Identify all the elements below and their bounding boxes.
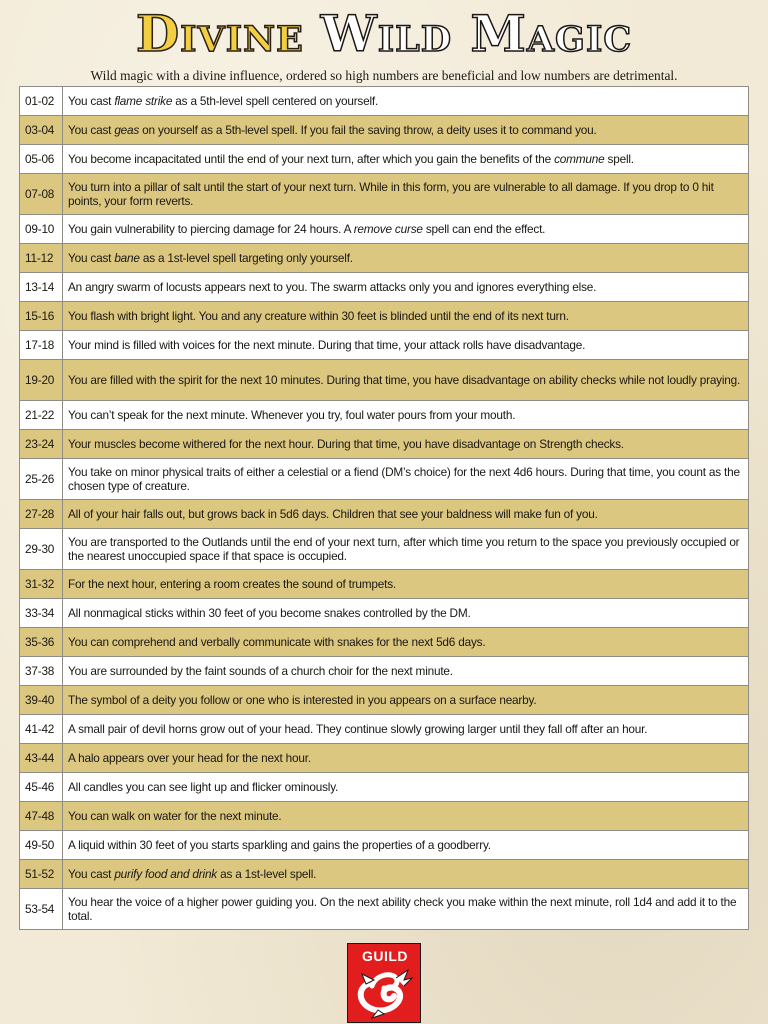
effect-text: All of your hair falls out, but grows back in 5d6 days. Children that see your baldness will make fun of you. [68,507,598,521]
roll-range: 09-10 [20,215,63,244]
effect-text: An angry swarm of locusts appears next to you. The swarm attacks only you and ignores everything else. [68,280,597,294]
roll-range: 31-32 [20,570,63,599]
table-row [20,628,749,657]
table-row [20,686,749,715]
table-row [20,599,749,628]
table-row [20,889,749,930]
page-title [0,2,768,66]
table-row [20,715,749,744]
effect-text: You can comprehend and verbally communicate with snakes for the next 5d6 days. [68,635,486,649]
roll-range: 07-08 [20,174,63,215]
effect-description [63,459,749,500]
roll-range: 53-54 [20,889,63,930]
roll-range: 45-46 [20,773,63,802]
effect-description [63,831,749,860]
effect-text: A liquid within 30 feet of you starts sparkling and gains the properties of a goodberry. [68,838,491,852]
effect-description [63,174,749,215]
effect-description [63,889,749,930]
roll-range: 05-06 [20,145,63,174]
table-row [20,302,749,331]
table-row [20,331,749,360]
roll-range: 49-50 [20,831,63,860]
spell-name: bane [114,251,140,265]
table-row [20,500,749,529]
roll-range: 15-16 [20,302,63,331]
effect-text: You can walk on water for the next minute. [68,809,282,823]
table-row [20,459,749,500]
spell-name: commune [554,152,605,166]
effect-text: For the next hour, entering a room creates the sound of trumpets. [68,577,396,591]
roll-range: 21-22 [20,401,63,430]
effect-description [63,331,749,360]
roll-range: 33-34 [20,599,63,628]
dnd-ampersand-dragon-icon [348,944,422,1024]
effect-text: Your muscles become withered for the next hour. During that time, you have disadvantage on Strength checks. [68,437,624,451]
effect-text: as a 5th-level spell centered on yourself. [172,94,379,108]
table-row [20,802,749,831]
effect-text: You hear the voice of a higher power guiding you. On the next ability check you make within the next minute, roll 1d4 and add it to the total. [68,895,737,923]
effect-text: The symbol of a deity you follow or one who is interested in you appears on a surface nearby. [68,693,537,707]
roll-range: 17-18 [20,331,63,360]
roll-range: 47-48 [20,802,63,831]
effect-text: as a 1st-level spell. [217,867,317,881]
table-row [20,273,749,302]
roll-range: 29-30 [20,529,63,570]
roll-range: 25-26 [20,459,63,500]
roll-range: 43-44 [20,744,63,773]
table-row [20,116,749,145]
roll-range: 37-38 [20,657,63,686]
roll-range: 51-52 [20,860,63,889]
effect-description [63,244,749,273]
effect-description [63,715,749,744]
effect-text: You cast [68,251,115,265]
effect-description [63,657,749,686]
effect-description [63,302,749,331]
effect-text: All candles you can see light up and flicker ominously. [68,780,339,794]
effect-description [63,87,749,116]
logo-text: GUILD [361,948,409,964]
effect-text: You cast [68,94,115,108]
effect-text: spell can end the effect. [422,222,546,236]
effect-text: You turn into a pillar of salt until the start of your next turn. While in this form, you are vulnerable to all damage. If you drop to 0 hit points, your form reverts. [68,180,714,208]
table-row [20,570,749,599]
table-row [20,744,749,773]
effect-description [63,802,749,831]
table-row [20,244,749,273]
table-row [20,215,749,244]
roll-range: 23-24 [20,430,63,459]
table-row [20,831,749,860]
effect-text: You cast [68,867,115,881]
spell-name: flame strike [114,94,173,108]
table-row [20,860,749,889]
effect-text: All nonmagical sticks within 30 feet of you become snakes controlled by the DM. [68,606,471,620]
effect-text: You cast [68,123,115,137]
effect-text: spell. [604,152,634,166]
spell-name: remove curse [353,222,423,236]
effect-description [63,116,749,145]
title-word-divine: Divine [135,4,304,63]
effect-text: A small pair of devil horns grow out of your head. They continue slowly growing larger until they fall off after an hour. [68,722,648,736]
table-row [20,360,749,401]
effect-description [63,401,749,430]
table-row [20,401,749,430]
effect-text: Your mind is filled with voices for the next minute. During that time, your attack rolls have disadvantage. [68,338,586,352]
roll-range: 39-40 [20,686,63,715]
effect-description [63,773,749,802]
effect-text: as a 1st-level spell targeting only yourself. [139,251,353,265]
roll-range: 27-28 [20,500,63,529]
spell-name: purify food and drink [114,867,218,881]
roll-range: 41-42 [20,715,63,744]
effect-text: You can’t speak for the next minute. Whenever you try, foul water pours from your mouth. [68,408,516,422]
effect-text: You are filled with the spirit for the next 10 minutes. During that time, you have disadvantage on ability checks while not loudly praying. [68,373,741,387]
roll-range: 11-12 [20,244,63,273]
effect-text: You flash with bright light. You and any creature within 30 feet is blinded until the end of its next turn. [68,309,569,323]
effect-description [63,529,749,570]
wild-magic-table-body [20,87,749,930]
roll-range: 19-20 [20,360,63,401]
spell-name: geas [114,123,140,137]
effect-description [63,360,749,401]
effect-description [63,500,749,529]
table-row [20,430,749,459]
effect-description [63,570,749,599]
roll-range: 13-14 [20,273,63,302]
roll-range: 03-04 [20,116,63,145]
table-row [20,174,749,215]
effect-text: You become incapacitated until the end of your next turn, after which you gain the benefits of the [68,152,555,166]
effect-text: You are transported to the Outlands until the end of your next turn, after which time you return to the space you previously occupied or the nearest unoccupied space if that space is occupied. [68,535,740,563]
table-row [20,773,749,802]
effect-text: A halo appears over your head for the next hour. [68,751,311,765]
effect-description [63,744,749,773]
effect-description [63,430,749,459]
table-row [20,657,749,686]
effect-description [63,860,749,889]
title-words-wild-magic: Wild Magic [320,4,633,63]
effect-text: on yourself as a 5th-level spell. If you fail the saving throw, a deity uses it to command you. [139,123,597,137]
effect-description [63,145,749,174]
table-row [20,145,749,174]
roll-range: 35-36 [20,628,63,657]
table-row [20,529,749,570]
effect-description [63,628,749,657]
dm-guild-logo [347,943,421,1023]
table-row [20,87,749,116]
roll-range: 01-02 [20,87,63,116]
effect-description [63,215,749,244]
wild-magic-table [19,86,749,930]
effect-text: You take on minor physical traits of either a celestial or a fiend (DM’s choice) for the next 4d6 hours. During that time, you count as the chosen type of creature. [68,465,740,493]
effect-description [63,686,749,715]
effect-description [63,599,749,628]
page-subtitle: Wild magic with a divine influence, ordered so high numbers are beneficial and low numbers are detrimental. [90,68,678,83]
effect-text: You gain vulnerability to piercing damage for 24 hours. A [68,222,354,236]
effect-text: You are surrounded by the faint sounds of a church choir for the next minute. [68,664,453,678]
effect-description [63,273,749,302]
